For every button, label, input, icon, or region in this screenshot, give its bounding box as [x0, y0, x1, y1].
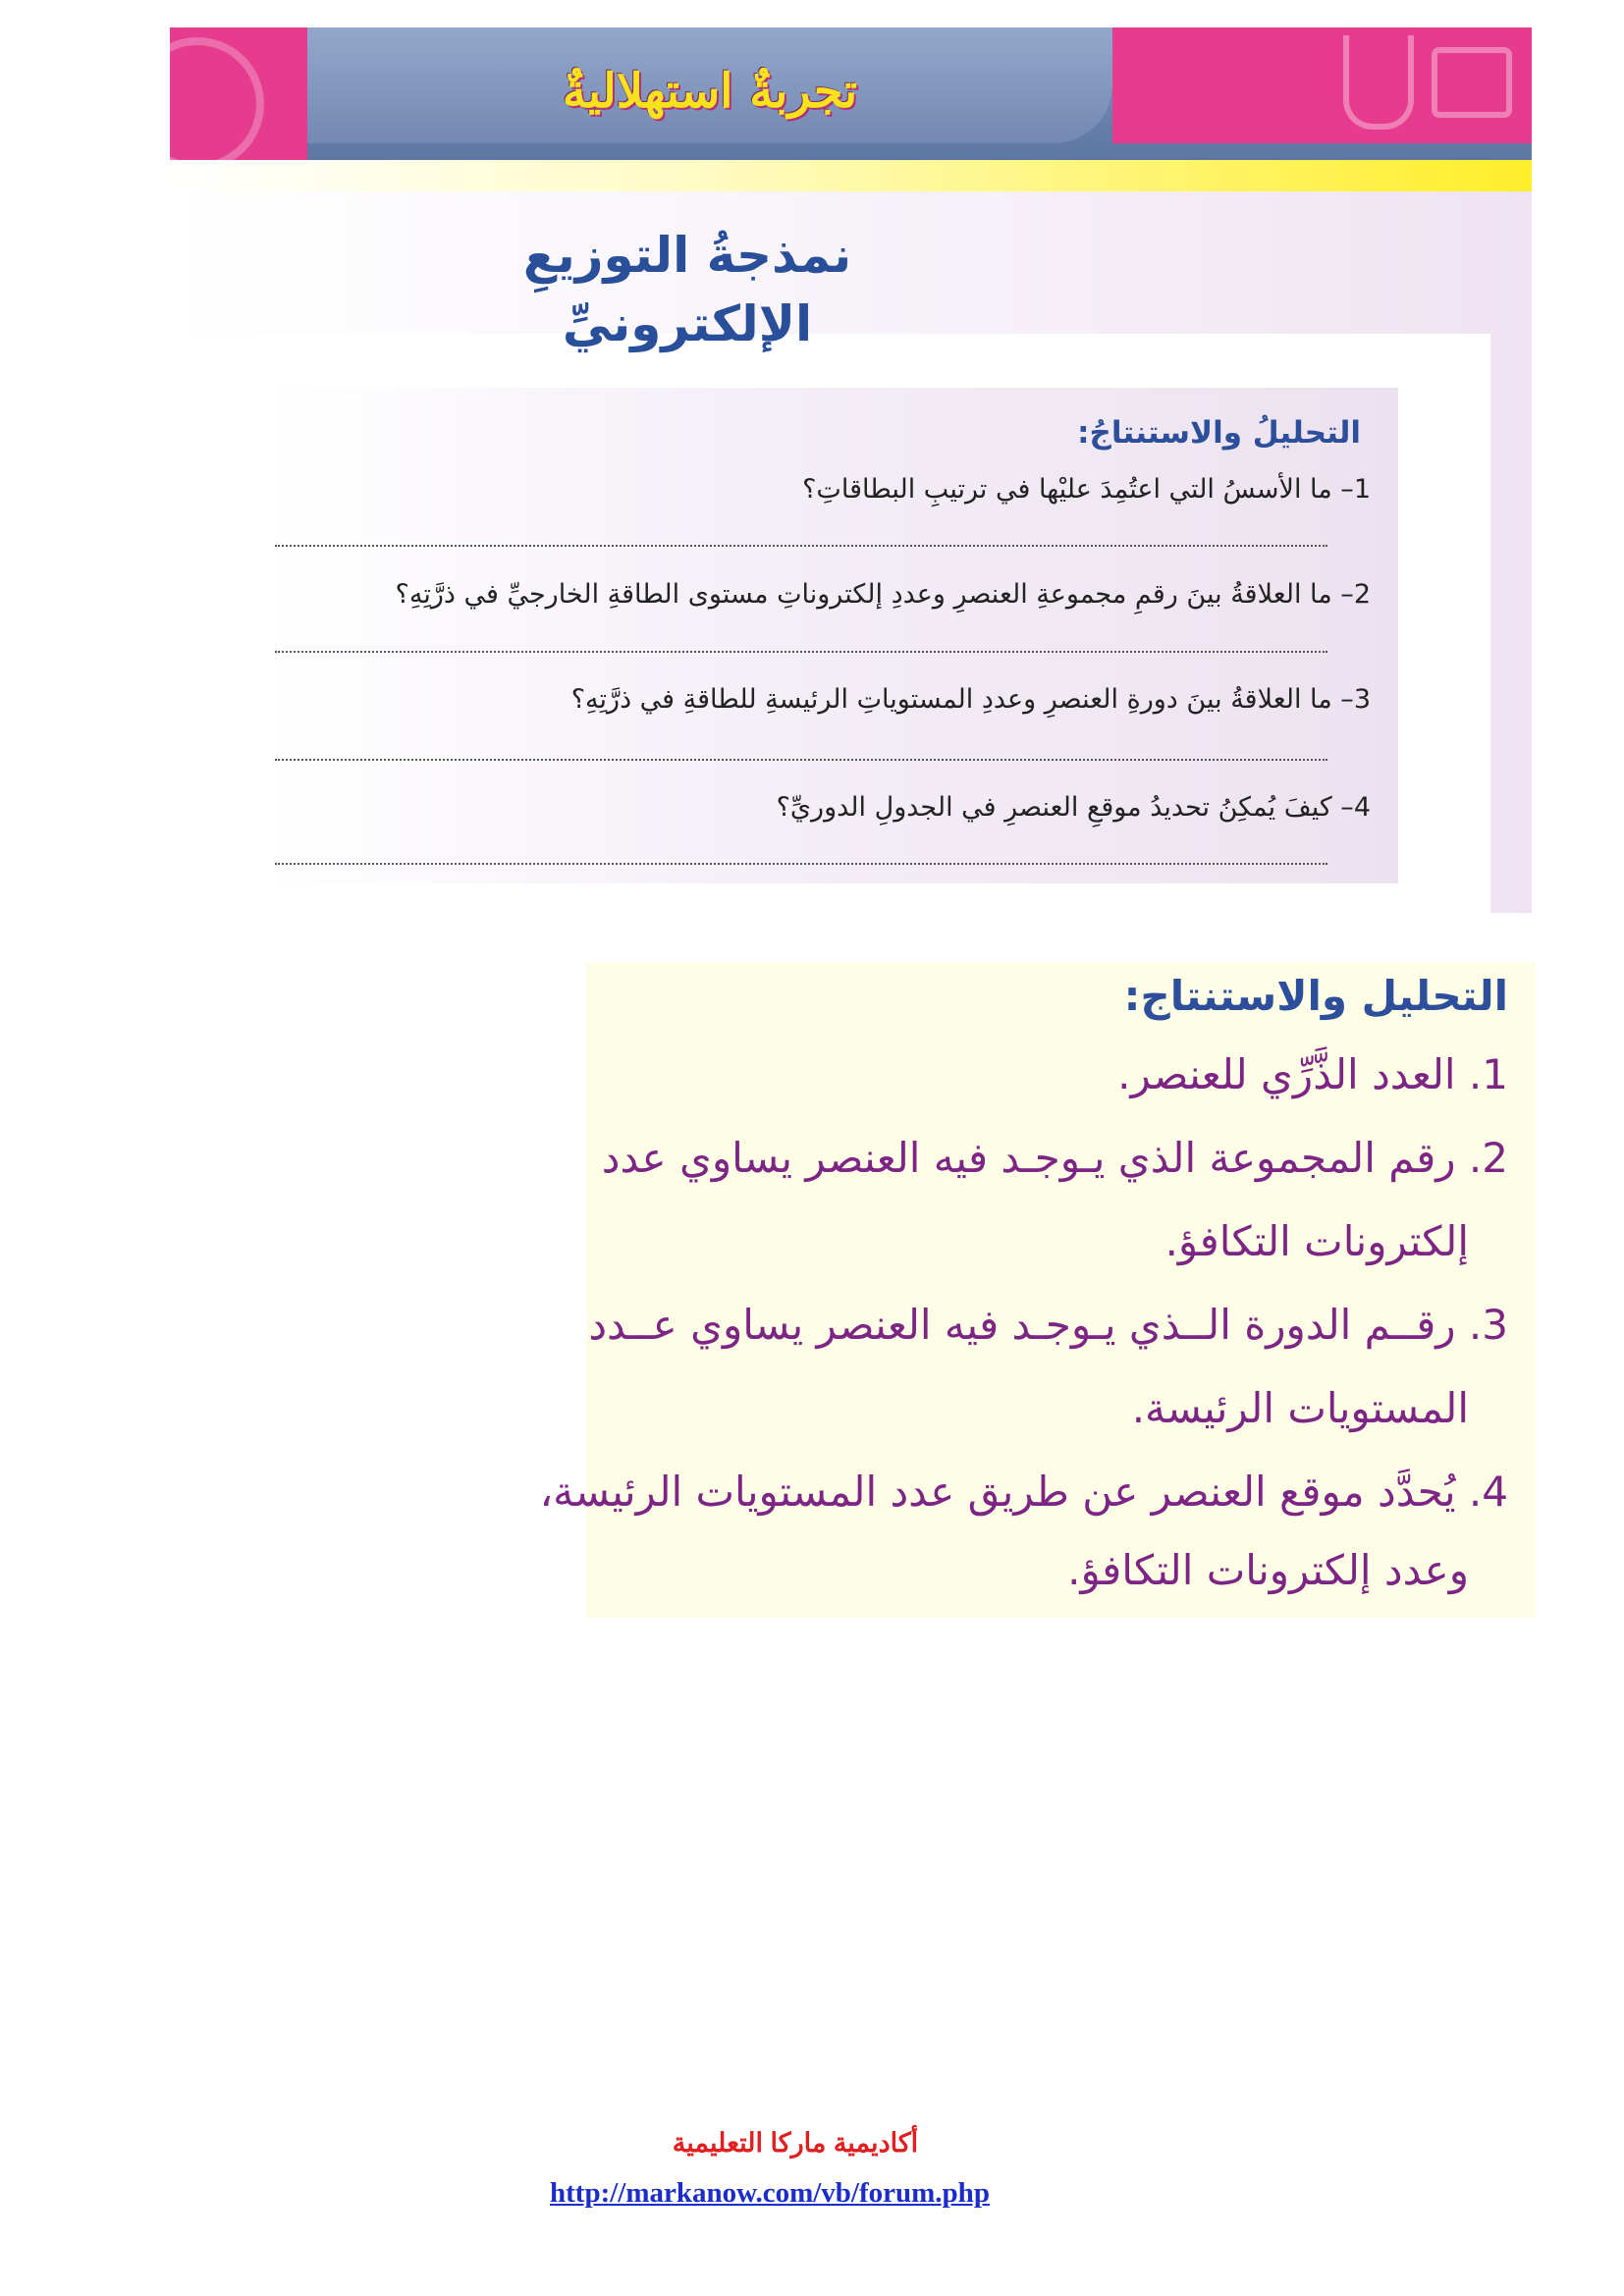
answer-line-1 — [275, 545, 1327, 547]
footer-academy-name: أكاديمية ماركا التعليمية — [672, 2128, 919, 2158]
answer-2-cont: إلكترونات التكافؤ. — [1164, 1217, 1469, 1265]
answer-line-2 — [275, 651, 1327, 653]
answer-4-cont: وعدد إلكترونات التكافؤ. — [1067, 1546, 1469, 1594]
question-3: 3– ما العلاقةُ بينَ دورةِ العنصرِ وعددِ المستوياتِ الرئيسةِ للطاقةِ في ذرَّتِهِ؟ — [570, 684, 1371, 715]
answers-heading: التحليل والاستنتاج: — [1123, 972, 1508, 1020]
beaker-icon — [1432, 47, 1512, 118]
answer-2: 2. رقم المجموعة الذي يـوجـد فيه العنصر يساوي عدد — [601, 1134, 1508, 1182]
banner-pink-panel — [1112, 27, 1532, 143]
header-banner — [170, 27, 1532, 160]
banner-yellow-bar — [170, 160, 1532, 191]
questions-heading: التحليلُ والاستنتاجُ: — [1077, 415, 1361, 451]
banner-title: تجربةٌ استهلاليةٌ — [562, 64, 858, 119]
answer-line-4 — [275, 863, 1327, 865]
answer-3: 3. رقــم الدورة الــذي يـوجـد فيه العنصر يساوي عــدد — [588, 1301, 1508, 1349]
decorative-circle-icon — [170, 37, 264, 160]
answer-4: 4. يُحدَّد موقع العنصر عن طريق عدد المستويات الرئيسة، — [539, 1468, 1508, 1516]
answer-3-cont: المستويات الرئيسة. — [1131, 1384, 1469, 1432]
questions-box — [263, 388, 1398, 883]
answer-line-3 — [275, 759, 1327, 761]
footer-forum-link[interactable]: http://markanow.com/vb/forum.php — [550, 2177, 990, 2209]
flask-icon — [1343, 35, 1414, 130]
question-2: 2– ما العلاقةُ بينَ رقمِ مجموعةِ العنصرِ وعددِ إلكتروناتِ مستوى الطاقةِ الخارجيِّ في ذرَّتِهِ؟ — [395, 579, 1371, 610]
page-title: نمذجةُ التوزيعِ الإلكترونيِّ — [522, 227, 852, 352]
question-1: 1– ما الأسسُ التي اعتُمِدَ عليْها في ترتيبِ البطاقاتِ؟ — [802, 474, 1371, 505]
answer-1: 1. العدد الذَّرِّي للعنصر. — [1117, 1050, 1508, 1098]
answers-box — [539, 962, 1536, 1618]
question-4: 4– كيفَ يُمكِنُ تحديدُ موقعِ العنصرِ في الجدولِ الدوريِّ؟ — [776, 792, 1371, 823]
